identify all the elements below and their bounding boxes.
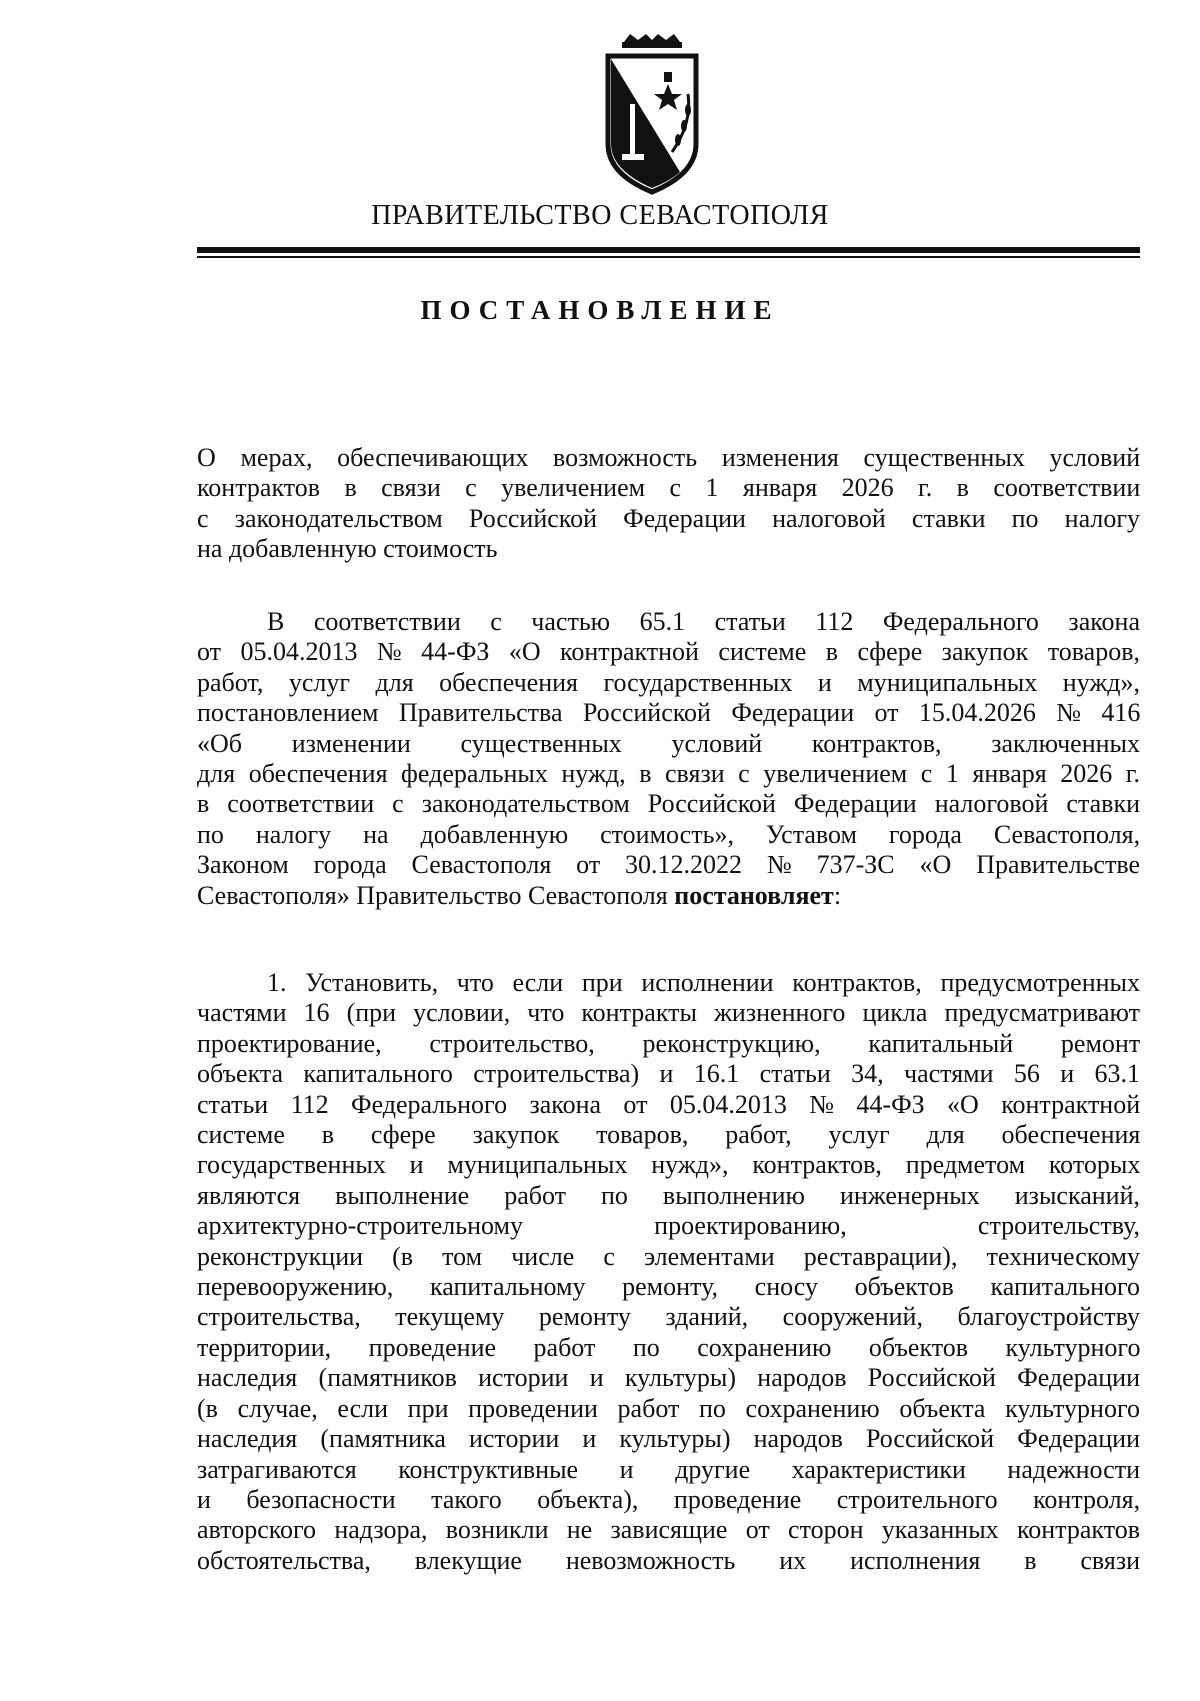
clause-line: являются выполнение работ по выполнению инженерных изысканий, xyxy=(197,1180,1140,1210)
preamble-line: для обеспечения федеральных нужд, в связи с увеличением с 1 января 2026 г. xyxy=(197,759,1140,789)
clause-line: реконструкции (в том числе с элементами реставрации), техническому xyxy=(197,1241,1140,1271)
clause-line: государственных и муниципальных нужд», контрактов, предметом которых xyxy=(197,1150,1141,1180)
preamble-final-line xyxy=(197,881,1140,911)
clause-line: системе в сфере закупок товаров, работ, услуг для обеспечения xyxy=(197,1120,1141,1150)
resolution-keyword: постановляет xyxy=(674,880,834,910)
title-line: с законодательством Российской Федерации налоговой ставки по налогу xyxy=(197,503,1140,533)
title-line: О мерах, обеспечивающих возможность изменения существенных условий xyxy=(197,443,1141,472)
clause-line: обстоятельства, влекущие невозможность их исполнения в связи xyxy=(197,1545,1140,1575)
preamble-line: «Об изменении существенных условий контрактов, заключенных xyxy=(197,728,1140,758)
preamble-line: от 05.04.2013 № 44-ФЗ «О контрактной системе в сфере закупок товаров, xyxy=(197,637,1140,667)
clause-line: архитектурно-строительному проектированию, строительству, xyxy=(197,1211,1140,1241)
preamble-line: Законом города Севастополя от 30.12.2022 № 737-ЗС «О Правительстве xyxy=(197,850,1140,880)
preamble-line: В соответствии с частью 65.1 статьи 112 Федерального закона xyxy=(267,607,1140,636)
organization-name: ПРАВИТЕЛЬСТВО СЕВАСТОПОЛЯ xyxy=(371,200,829,231)
clause-1-paragraph xyxy=(197,968,1140,1576)
document-title xyxy=(197,443,1140,565)
header-divider-thin xyxy=(197,256,1140,258)
clause-line: затрагиваются конструктивные и другие характеристики надежности xyxy=(197,1454,1140,1484)
clause-line: наследия (памятника истории и культуры) народов Российской Федерации xyxy=(197,1424,1140,1454)
preamble-paragraph xyxy=(197,607,1140,911)
clause-line: строительства, текущему ремонту зданий, сооружений, благоустройству xyxy=(197,1302,1140,1332)
document-type-heading: ПОСТАНОВЛЕНИЕ xyxy=(420,295,780,325)
clause-line: проектирование, строительство, реконструкцию, капитальный ремонт xyxy=(197,1028,1141,1058)
preamble-line: постановлением Правительства Российской Федерации от 15.04.2026 № 416 xyxy=(197,698,1141,728)
preamble-line: работ, услуг для обеспечения государственных и муниципальных нужд», xyxy=(197,667,1141,697)
preamble-line: Севастополя» Правительство Севастополя xyxy=(197,880,668,910)
header-divider-thick xyxy=(197,247,1140,253)
clause-line: (в случае, если при проведении работ по сохранению объекта культурного xyxy=(197,1393,1140,1423)
clause-line: территории, проведение работ по сохранению объектов культурного xyxy=(197,1332,1141,1362)
preamble-colon: : xyxy=(833,880,842,910)
preamble-line: по налогу на добавленную стоимость», Уставом города Севастополя, xyxy=(197,819,1141,849)
title-line: контрактов в связи с увеличением с 1 января 2026 г. в соответствии xyxy=(197,473,1141,503)
clause-line: объекта капитального строительства) и 16.1 статьи 34, частями 56 и 63.1 xyxy=(197,1059,1140,1089)
clause-line: 1. Установить, что если при исполнении контрактов, предусмотренных xyxy=(267,968,1140,997)
clause-line: авторского надзора, возникли не зависящие от сторон указанных контрактов xyxy=(197,1515,1140,1545)
clause-line: статьи 112 Федерального закона от 05.04.2013 № 44-ФЗ «О контрактной xyxy=(197,1089,1141,1119)
clause-line: перевооружению, капитальному ремонту, сносу объектов капитального xyxy=(197,1272,1140,1302)
sevastopol-coat-of-arms-icon xyxy=(600,34,704,196)
clause-line: наследия (памятников истории и культуры) народов Российской Федерации xyxy=(197,1363,1140,1393)
title-line: на добавленную стоимость xyxy=(197,534,498,564)
preamble-line: в соответствии с законодательством Российской Федерации налоговой ставки xyxy=(197,789,1140,819)
clause-line: частями 16 (при условии, что контракты жизненного цикла предусматривают xyxy=(197,998,1140,1028)
clause-line: и безопасности такого объекта), проведение строительного контроля, xyxy=(197,1484,1141,1514)
